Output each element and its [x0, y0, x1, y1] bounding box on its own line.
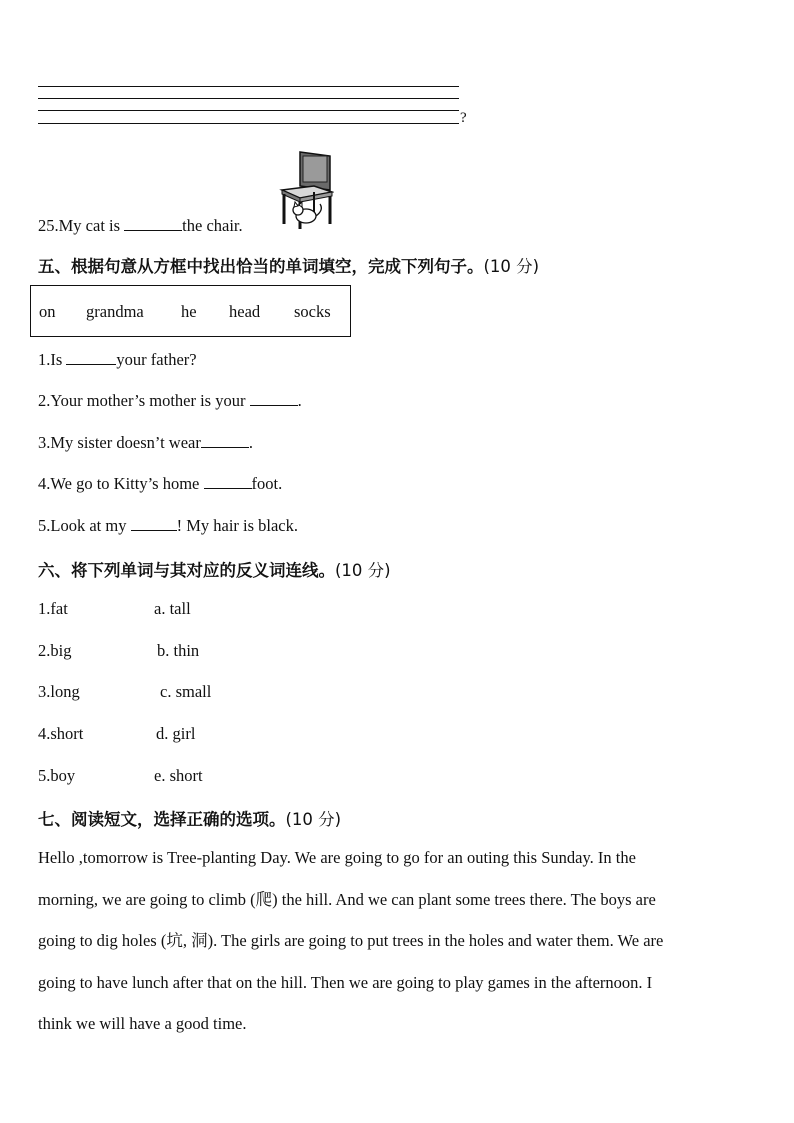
word-box-item: head — [229, 302, 261, 321]
sentence-blank[interactable] — [250, 391, 298, 406]
reading-passage — [38, 837, 763, 1045]
word-box-item: he — [181, 302, 197, 321]
fill-sentence-2 — [38, 391, 302, 411]
sentence-after: . — [297, 391, 302, 410]
word-box-item: grandma — [86, 302, 144, 321]
writing-line-3 — [38, 110, 459, 111]
match-left-word[interactable]: 4.short — [38, 724, 84, 743]
chair-with-cat-icon — [278, 150, 334, 230]
sentence-blank[interactable] — [131, 516, 177, 531]
sentence-before: 1.Is — [38, 350, 67, 369]
sentence-before: 3.My sister doesn’t wear — [38, 433, 201, 452]
sentence-before: 2.Your mother’s mother is your — [38, 391, 250, 410]
match-left-word[interactable]: 5.boy — [38, 766, 76, 785]
section-7-score: (10 分) — [285, 810, 342, 829]
match-left-word[interactable]: 1.fat — [38, 599, 68, 618]
match-right-word[interactable]: c. small — [160, 682, 212, 701]
passage-line: going to dig holes (坑, 洞). The girls are going to put trees in the holes and water them. We are — [38, 931, 664, 950]
word-box — [30, 285, 351, 337]
sentence-before: 4.We go to Kitty’s home — [38, 474, 204, 493]
fill-sentence-4 — [38, 474, 282, 494]
sentence-after: . — [248, 433, 253, 452]
section-5-title: 五、根据句意从方框中找出恰当的单词填空，完成下列句子。 — [38, 257, 484, 276]
passage-line: think we will have a good time. — [38, 1014, 247, 1033]
passage-line: going to have lunch after that on the hill. Then we are going to play games in the afternoon. I — [38, 972, 653, 992]
section-5-heading — [38, 253, 539, 277]
match-right-word[interactable]: e. short — [154, 766, 203, 785]
fill-sentence-5 — [38, 516, 298, 536]
fill-sentence-3 — [38, 433, 253, 453]
sentence-before: 5.Look at my — [38, 516, 131, 535]
writing-line-4 — [38, 123, 459, 124]
passage-line: morning, we are going to climb (爬) the hill. And we can plant some trees there. The boys are — [38, 889, 656, 909]
section-7-heading — [38, 806, 341, 830]
section-7-title: 七、阅读短文，选择正确的选项。 — [38, 810, 286, 829]
section-6-score: (10 分) — [335, 561, 391, 580]
sentence-blank[interactable] — [204, 474, 252, 489]
sentence-after: ! My hair is black. — [176, 516, 299, 535]
word-box-item: socks — [294, 302, 331, 321]
writing-line-1 — [38, 86, 459, 87]
match-left-word[interactable]: 3.long — [38, 682, 80, 701]
fill-sentence-1 — [38, 350, 197, 370]
section-6-heading — [38, 557, 391, 581]
section-5-score: (10 分) — [483, 257, 540, 276]
writing-line-2 — [38, 98, 459, 99]
sentence-after: your father? — [116, 350, 197, 369]
question-mark: ? — [460, 110, 467, 126]
match-right-word[interactable]: b. thin — [157, 641, 200, 660]
question-25-number: 25. — [38, 216, 59, 235]
word-box-item: on — [39, 302, 56, 321]
passage-line: Hello ,tomorrow is Tree-planting Day. We are going to go for an outing this Sunday. In the — [38, 848, 636, 867]
question-25 — [38, 216, 243, 236]
sentence-after: foot. — [251, 474, 283, 493]
section-6-title: 六、将下列单词与其对应的反义词连线。 — [38, 561, 335, 580]
sentence-blank[interactable] — [201, 433, 249, 448]
match-right-word[interactable]: d. girl — [156, 724, 196, 743]
question-25-blank[interactable] — [124, 216, 182, 231]
match-right-word[interactable]: a. tall — [154, 599, 191, 618]
question-25-after: the chair. — [182, 216, 243, 235]
question-25-before: My cat is — [58, 216, 125, 235]
match-left-word[interactable]: 2.big — [38, 641, 72, 660]
sentence-blank[interactable] — [66, 350, 116, 365]
